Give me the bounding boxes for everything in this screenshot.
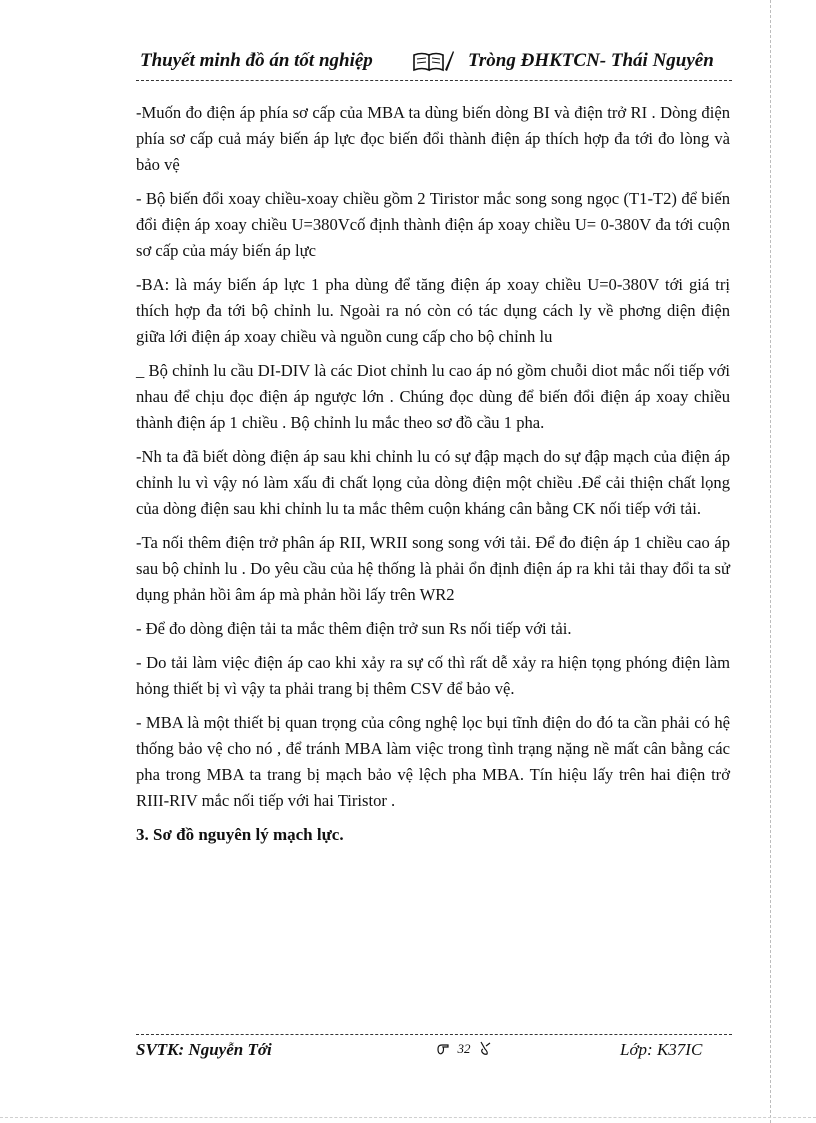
page-border-right bbox=[770, 0, 771, 1123]
paragraph: - MBA là một thiết bị quan trọng của công nghệ lọc bụi tĩnh điện do đó ta cần phải có hệ thống bảo vệ cho nó , để tránh MBA làm việc trong tình trạng nặng nề mất cân bằng các pha trong MBA ta trang bị mạch bảo vệ lệch pha MBA. Tín hiệu lấy trên hai điện trở RIII-RIV mắc nối tiếp với hai Tiristor . bbox=[136, 713, 730, 810]
header-divider bbox=[136, 80, 732, 81]
book-pen-icon bbox=[412, 48, 454, 74]
footer-page-number-group bbox=[436, 1040, 492, 1058]
paragraph: - Để đo dòng điện tải ta mắc thêm điện trở sun Rs nối tiếp với tải. bbox=[136, 619, 572, 638]
page-number: 32 bbox=[457, 1041, 471, 1056]
writing-hand-icon bbox=[478, 1040, 492, 1056]
paragraph: - Do tải làm việc điện áp cao khi xảy ra sự cố thì rất dễ xảy ra hiện tọng phóng điện làm hỏng thiết bị vì vậy ta phải trang bị thêm CSV để bảo vệ. bbox=[136, 653, 730, 698]
footer-class: Lớp: K37IC bbox=[620, 1040, 703, 1059]
paragraph: _ Bộ chỉnh lu cầu DI-DIV là các Diot chỉnh lu cao áp nó gồm chuỗi diot mắc nối tiếp với nhau để chịu đọc điện áp ngược lớn . Chúng đọc dùng để biến đổi điện áp xoay chiều thành điện áp 1 chiều . Bộ chỉnh lu mắc theo sơ đồ cầu 1 pha. bbox=[136, 361, 730, 432]
paragraph: -Ta nối thêm điện trở phân áp RII, WRII song song với tải. Để đo điện áp 1 chiều cao áp sau bộ chỉnh lu . Do yêu cầu của hệ thống là phải ổn định điện áp ra khi tải thay đổi ta sử dụng phản hồi âm áp mà phản hồi lấy trên WR2 bbox=[136, 533, 730, 604]
header-document-title: Thuyết minh đồ án tốt nghiệp bbox=[140, 50, 373, 71]
section-heading: 3. Sơ đồ nguyên lý mạch lực. bbox=[136, 825, 344, 844]
page-border-bottom bbox=[0, 1117, 816, 1118]
paragraph: - Bộ biến đổi xoay chiều-xoay chiều gồm 2 Tiristor mắc song song ngọc (T1-T2) để biến đổi điện áp xoay chiều U=380Vcố định thành điện áp xoay chiều U= 0-380V đa tới cuộn sơ cấp của máy biến áp lực bbox=[136, 189, 730, 260]
page-footer bbox=[136, 1038, 732, 1064]
footer-divider bbox=[136, 1034, 732, 1035]
footer-student: SVTK: Nguyễn Tới bbox=[136, 1040, 272, 1059]
paragraph: -Muốn đo điện áp phía sơ cấp của MBA ta dùng biến dòng BI và điện trở RI . Dòng điện phía sơ cấp cuả máy biến áp lực đọc biến đổi thành điện áp thích hợp đa tới đo lòng và bảo vệ bbox=[136, 103, 730, 174]
paragraph: -Nh ta đã biết dòng điện áp sau khi chỉnh lu có sự đập mạch do sự đập mạch của điện áp chỉnh lu vì vậy nó làm xấu đi chất lọng của dòng điện một chiều .Để cải thiện chất lọng của dòng điện sau khi chỉnh lu ta mắc thêm cuộn kháng cân bằng CK nối tiếp với tải. bbox=[136, 447, 730, 518]
pointing-hand-icon bbox=[436, 1040, 450, 1056]
document-body bbox=[136, 100, 730, 848]
paragraph: -BA: là máy biến áp lực 1 pha dùng để tăng điện áp xoay chiều U=0-380V tới giá trị thích hợp đa tới bộ chỉnh lu. Ngoài ra nó còn có tác dụng cách ly về phơng diện điện giữa lới điện áp xoay chiều và nguồn cung cấp cho bộ chỉnh lu bbox=[136, 275, 730, 346]
page-header bbox=[136, 48, 732, 78]
header-university: Tròng ĐHKTCN- Thái Nguyên bbox=[468, 50, 714, 71]
